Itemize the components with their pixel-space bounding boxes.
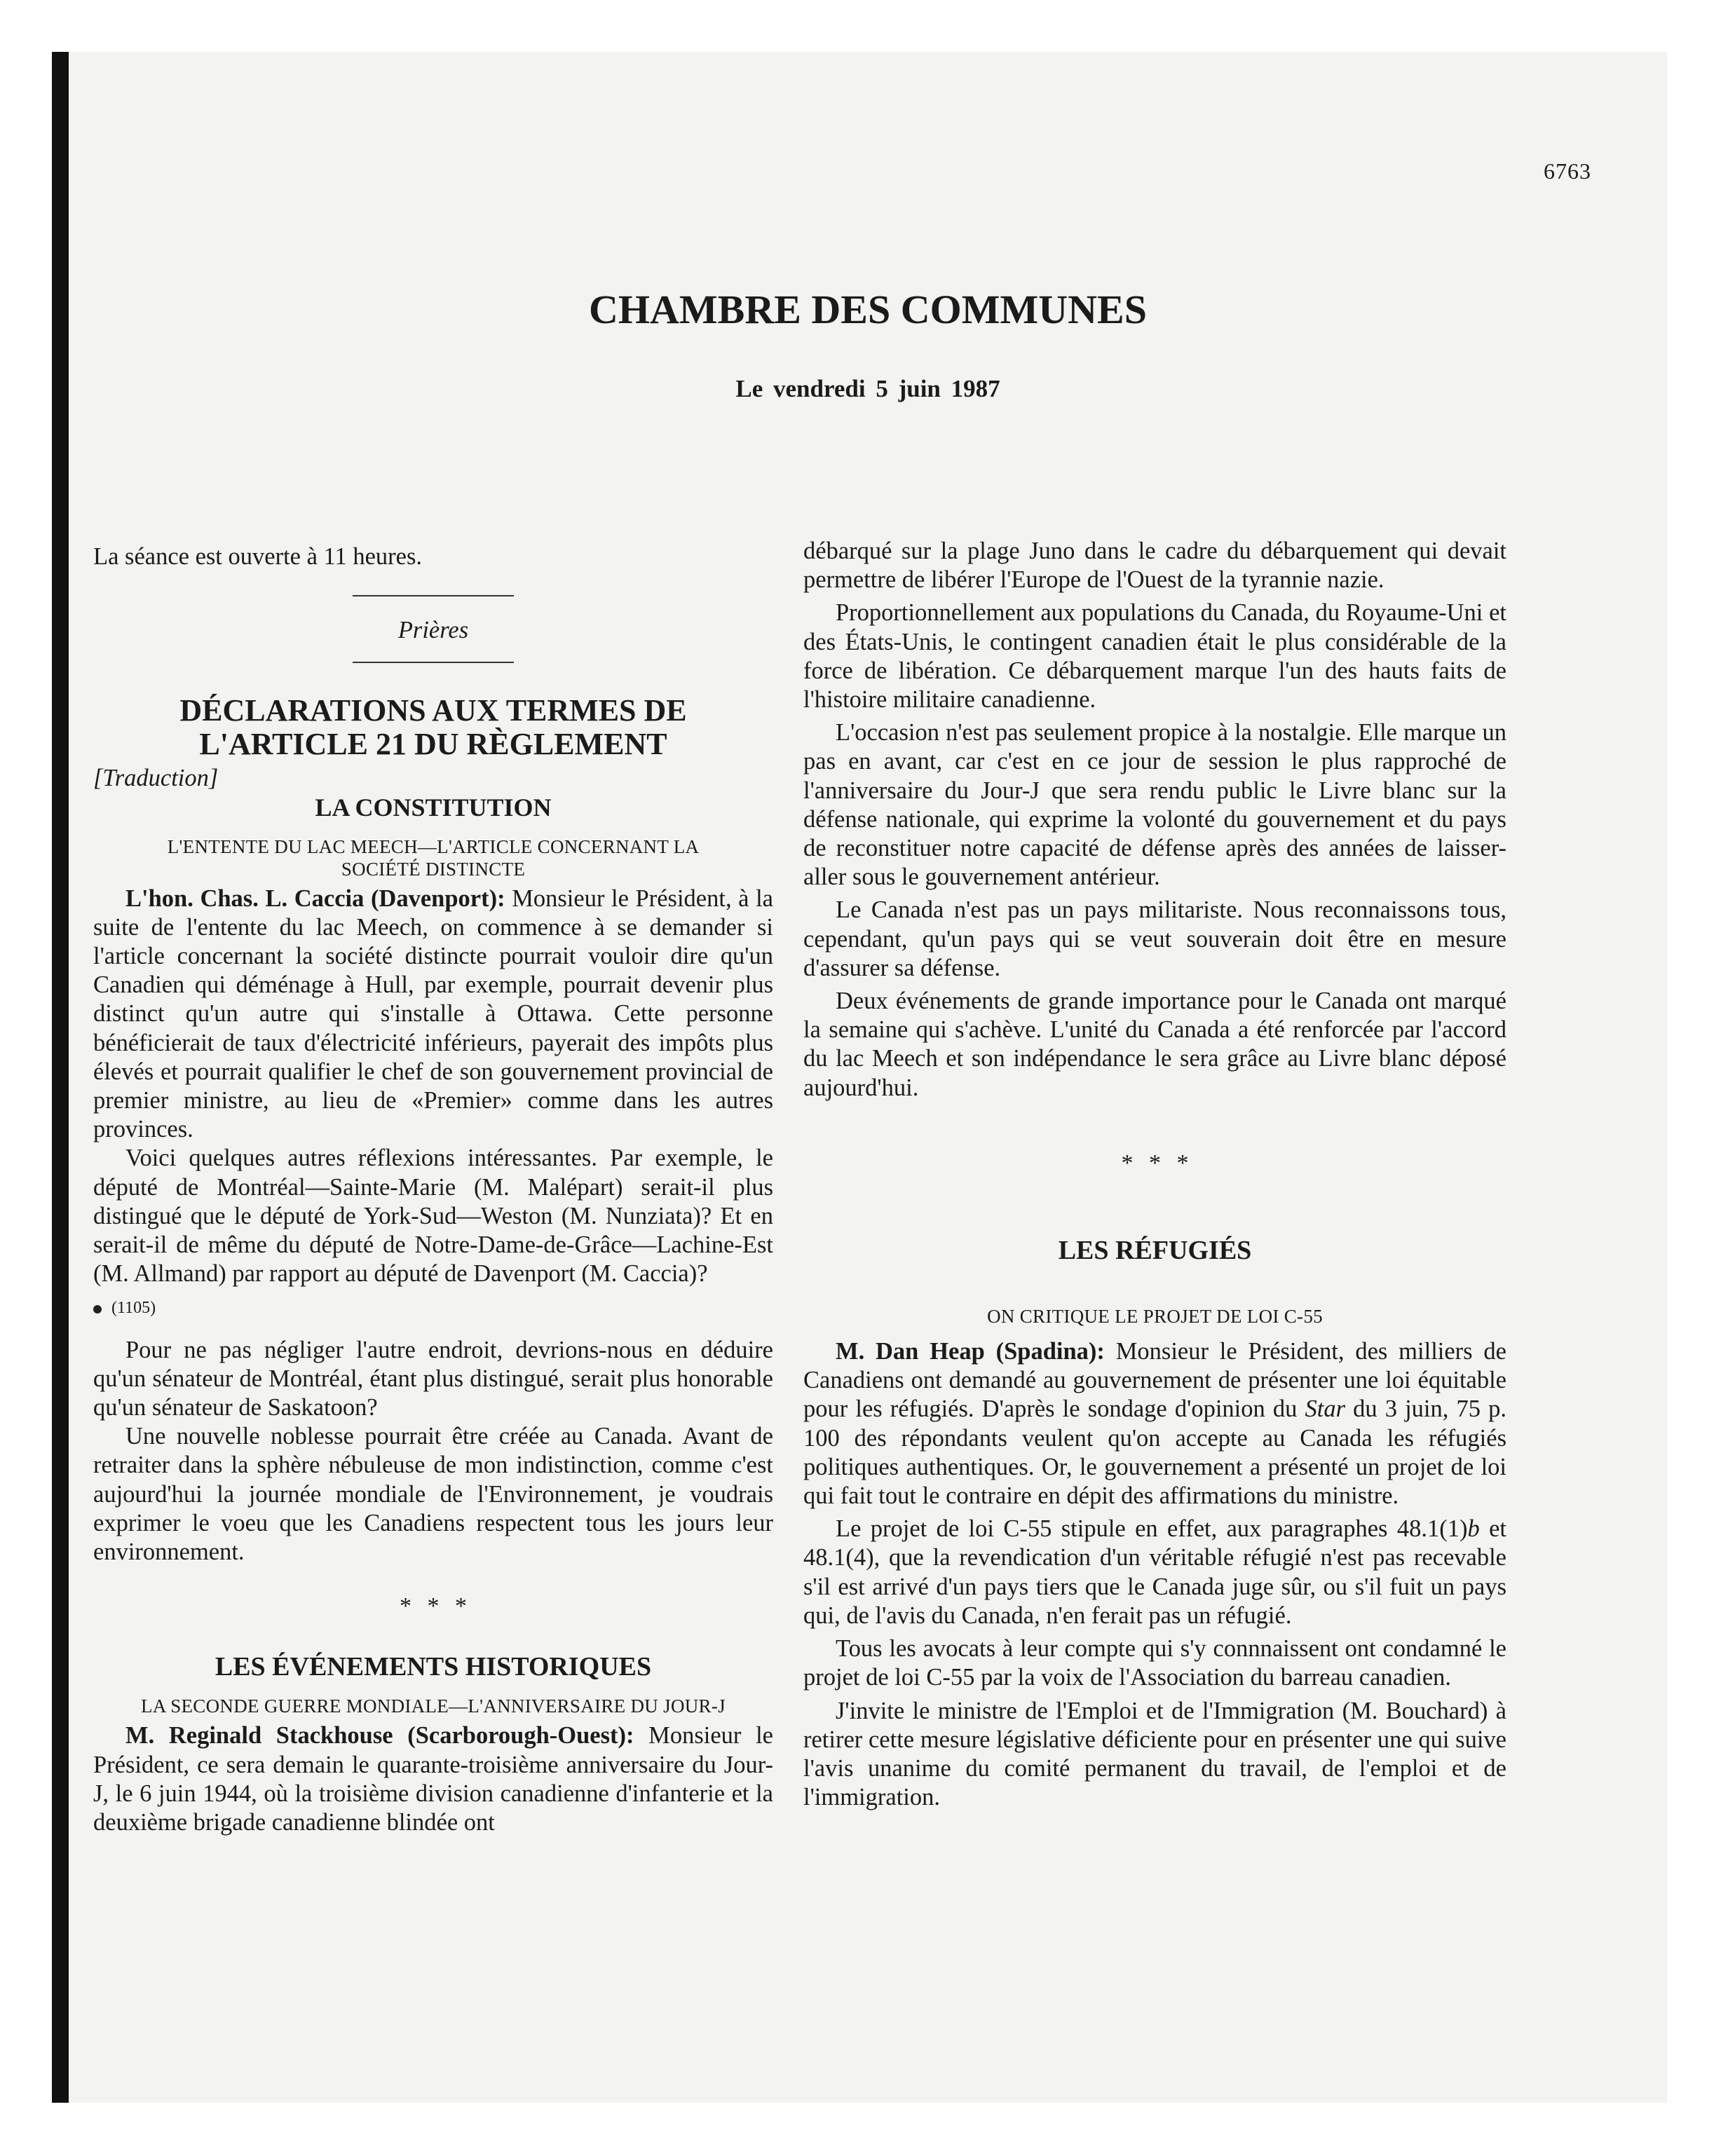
right-column [803, 537, 1506, 1812]
speech-paragraph: Proportionnellement aux populations du Canada, du Royaume-Uni et des États-Unis, le contingent canadien était le plus considérable de la force de libération. Ce débarquement marque l'un des hauts faits de l'histoire militaire canadienne. [803, 599, 1506, 714]
prayers-heading: Prières [397, 617, 469, 644]
translation-note: [Traduction] [93, 765, 219, 792]
speech-paragraph: Pour ne pas négliger l'autre endroit, devrions-nous en déduire qu'un sénateur de Montréal, étant plus distingué, serait plus honorable qu'un sénateur de Saskatoon? [93, 1336, 773, 1421]
timestamp-text: (1105) [111, 1299, 156, 1318]
scan-edge [52, 52, 69, 2103]
speech-paragraph: Voici quelques autres réflexions intéressantes. Par exemple, le député de Montréal—Sainte-Marie (M. Malépart) serait-il plus distingué que le député de York-Sud—Weston (M. Nunziata)? Et en serait-il de même du député de Notre-Dame-de-Grâce—Lachine-Est (M. Allmand) par rapport au député de Davenport (M. Caccia)? [93, 1145, 773, 1288]
subsection-heading-line: L'ENTENTE DU LAC MEECH—L'ARTICLE CONCERNANT LA [167, 835, 700, 857]
section-title [93, 694, 773, 761]
subsection-heading [93, 835, 773, 880]
section-title-line: L'ARTICLE 21 DU RÈGLEMENT [199, 727, 667, 762]
page-number: 6763 [1544, 158, 1591, 184]
speech-paragraph [93, 885, 773, 1145]
speech-paragraph: J'invite le ministre de l'Emploi et de l'Immigration (M. Bouchard) à retirer cette mesure législative déficiente pour en présenter une qui suive l'avis unanime du comité permanent du travail, de l'emploi et de l'immigration. [803, 1697, 1506, 1811]
speech-paragraph: Tous les avocats à leur compte qui s'y connnaissent ont condamné le projet de loi C-55 par la voix de l'Association du barreau canadien. [803, 1635, 1506, 1691]
speech-text: du 3 juin, 75 p. 100 des répondants veulent qu'on accepte au Canada les réfugiés politiques authentiques. Or, le gouvernement a présenté un projet de loi qui fait tout le contraire en dépit des affirmations du ministre. [803, 1396, 1506, 1510]
subsection-heading: ON CRITIQUE LE PROJET DE LOI C-55 [987, 1306, 1323, 1328]
section-title: LES ÉVÉNEMENTS HISTORIQUES [215, 1652, 652, 1682]
speech-paragraph [93, 1721, 773, 1837]
speech-paragraph [803, 1515, 1506, 1630]
speech-text: Monsieur le Président, ce sera demain le quarante-troisième anniversaire du Jour-J, le 6 juin 1944, où la troisième division canadienne d'infanterie et la deuxième brigade canadienne blindée ont [93, 1722, 773, 1836]
speaker-name: M. Dan Heap (Spadina): [836, 1338, 1105, 1365]
bullet-icon [93, 1305, 102, 1314]
speaker-name: L'hon. Chas. L. Caccia (Davenport): [125, 885, 505, 912]
section-separator: * * * [1121, 1149, 1189, 1176]
page-title: CHAMBRE DES COMMUNES [589, 287, 1147, 332]
document-page [69, 52, 1667, 2103]
speaker-name: M. Reginald Stackhouse (Scarborough-Ouest): [125, 1722, 634, 1749]
speech-paragraph: Une nouvelle noblesse pourrait être créée au Canada. Avant de retraiter dans la sphère nébuleuse de mon indistinction, comme c'est aujourd'hui la journée mondiale de l'Environnement, je voudrais exprimer le voeu que les Canadiens respectent tous les jours leur environnement. [93, 1423, 773, 1566]
speech-paragraph: L'occasion n'est pas seulement propice à la nostalgie. Elle marque un pas en avant, car c'est en ce jour de session le plus rapproché de l'anniversaire du Jour-J que sera rendu public le Livre blanc sur la défense nationale, qui exprime la volonté du gouvernement et du pays de reconstituer notre capacité de défense après des années de laisser-aller sous le gouvernement antérieur. [803, 719, 1506, 891]
section-title: LES RÉFUGIÉS [1058, 1236, 1252, 1266]
speech-text: Le projet de loi C-55 stipule en effet, aux paragraphes 48.1(1) [836, 1515, 1468, 1543]
speech-text: et 48.1(4), que la revendication d'un véritable réfugié n'est pas recevable s'il est arrivé d'un pays tiers que le Canada juge sûr, ou s'il fuit un pays qui, de l'avis du Canada, n'en ferait pas un réfugié. [803, 1515, 1506, 1629]
speech-paragraph: débarqué sur la plage Juno dans le cadre du débarquement qui devait permettre de libérer l'Europe de l'Ouest de la tyrannie nazie. [803, 538, 1506, 594]
speech-text: Monsieur le Président, à la suite de l'entente du lac Meech, on commence à se demander si l'article concernant la société distincte pourrait vouloir dire qu'un Canadien qui déménage à Hull, par exemple, pourrait devenir plus distinct qu'un autre qui s'installe à Ottawa. Cette personne bénéficierait de taux d'électricité inférieurs, payerait des impôts plus élevés et pourrait qualifier le chef de son gouvernement provincial de premier ministre, au lieu de «Premier» comme dans les autres provinces. [93, 885, 773, 1143]
newspaper-name: Star [1305, 1396, 1345, 1423]
subsection-title: LA CONSTITUTION [315, 793, 552, 821]
speech-text: Monsieur le Président, des milliers de Canadiens ont demandé au gouvernement de présenter une loi équitable pour les réfugiés. D'après le sondage d'opinion du [803, 1338, 1506, 1423]
speech-paragraph: Deux événements de grande importance pour le Canada ont marqué la semaine qui s'achève. L'unité du Canada a été renforcée par l'accord du lac Meech et son indépendance le sera grâce au Livre blanc déposé aujourd'hui. [803, 988, 1506, 1101]
left-column [93, 543, 773, 1837]
sitting-date: Le vendredi 5 juin 1987 [735, 375, 1000, 402]
opening-line: La séance est ouverte à 11 heures. [93, 543, 423, 570]
section-title-line: DÉCLARATIONS AUX TERMES DE [179, 693, 687, 728]
timestamp [93, 1294, 773, 1323]
section-separator: * * * [400, 1593, 467, 1620]
subsection-heading: LA SECONDE GUERRE MONDIALE—L'ANNIVERSAIRE DU JOUR-J [141, 1696, 726, 1717]
speech-paragraph: Le Canada n'est pas un pays militariste. Nous reconnaissons tous, cependant, qu'un pays qui se veut souverain doit être en mesure d'assurer sa défense. [803, 896, 1506, 981]
subsection-heading-line: SOCIÉTÉ DISTINCTE [341, 858, 526, 880]
speech-paragraph [803, 1337, 1506, 1510]
paragraph-letter: b [1467, 1515, 1480, 1543]
